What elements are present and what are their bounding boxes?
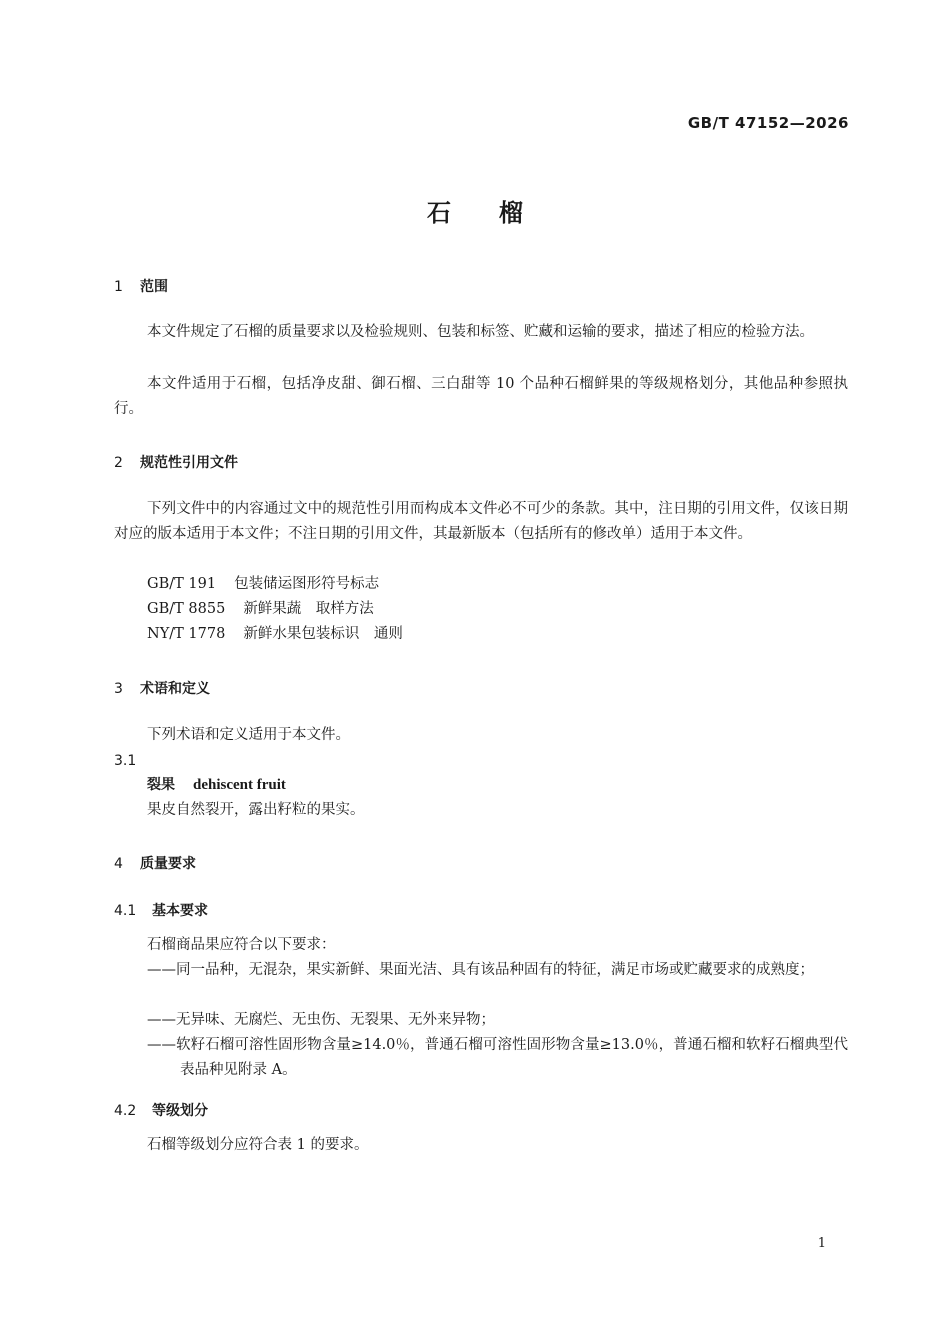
section-4-heading bbox=[114, 853, 196, 873]
reference-code: NY/T 1778 bbox=[147, 626, 226, 642]
paragraph: 石榴等级划分应符合表 1 的要求。 bbox=[147, 1137, 369, 1153]
section-number: 3 bbox=[114, 681, 123, 697]
section-title: 范围 bbox=[140, 279, 168, 295]
paragraph: 本文件适用于石榴，包括净皮甜、御石榴、三白甜等 10 个品种石榴鲜果的等级规格划分，其他品种参照执行。 bbox=[114, 376, 848, 417]
section-title: 等级划分 bbox=[152, 1103, 208, 1119]
section-4-2-heading bbox=[114, 1100, 208, 1120]
paragraph: 下列文件中的内容通过文中的规范性引用而构成本文件必不可少的条款。其中，注日期的引用文件，仅该日期对应的版本适用于本文件；不注日期的引用文件，其最新版本（包括所有的修改单）适用于本文件。 bbox=[114, 501, 848, 542]
document-title: 石 榴 bbox=[427, 199, 523, 227]
section-2-heading bbox=[114, 452, 238, 472]
section-title: 术语和定义 bbox=[140, 681, 210, 697]
reference-item bbox=[147, 572, 379, 597]
section-4-1-heading bbox=[114, 900, 208, 920]
paragraph: 下列术语和定义适用于本文件。 bbox=[147, 727, 350, 743]
list-item: ——无异味、无腐烂、无虫伤、无裂果、无外来异物； bbox=[147, 1012, 495, 1028]
section-number: 1 bbox=[114, 279, 123, 295]
standard-number: GB/T 47152—2026 bbox=[687, 114, 849, 132]
section-number: 4.1 bbox=[114, 903, 137, 919]
term-number: 3.1 bbox=[114, 753, 137, 769]
term-chinese: 裂果 bbox=[147, 777, 175, 793]
paragraph: 石榴商品果应符合以下要求： bbox=[147, 937, 336, 953]
section-title: 基本要求 bbox=[152, 903, 208, 919]
page-number: 1 bbox=[817, 1236, 826, 1251]
term-entry bbox=[147, 773, 286, 798]
reference-item bbox=[147, 622, 403, 647]
reference-title: 新鲜果蔬 取样方法 bbox=[243, 601, 374, 617]
section-3-heading bbox=[114, 678, 210, 698]
term-english: dehiscent fruit bbox=[193, 777, 286, 793]
term-definition: 果皮自然裂开，露出籽粒的果实。 bbox=[147, 802, 365, 818]
reference-item bbox=[147, 597, 374, 622]
section-number: 2 bbox=[114, 455, 123, 471]
reference-code: GB/T 8855 bbox=[147, 601, 226, 617]
reference-title: 新鲜水果包装标识 通则 bbox=[243, 626, 403, 642]
section-number: 4.2 bbox=[114, 1103, 137, 1119]
section-title: 质量要求 bbox=[140, 856, 196, 872]
reference-title: 包装储运图形符号标志 bbox=[234, 576, 380, 592]
section-1-heading bbox=[114, 276, 168, 296]
reference-code: GB/T 191 bbox=[147, 576, 217, 592]
list-item: ——同一品种，无混杂，果实新鲜、果面光洁、具有该品种固有的特征，满足市场或贮藏要求的成熟度； bbox=[147, 962, 814, 978]
section-number: 4 bbox=[114, 856, 123, 872]
section-title: 规范性引用文件 bbox=[140, 455, 238, 471]
paragraph: 本文件规定了石榴的质量要求以及检验规则、包装和标签、贮藏和运输的要求，描述了相应的检验方法。 bbox=[147, 324, 814, 340]
list-item: ——软籽石榴可溶性固形物含量≥14.0％，普通石榴可溶性固形物含量≥13.0％，普通石榴和软籽石榴典型代表品种见附录 A。 bbox=[147, 1037, 848, 1078]
